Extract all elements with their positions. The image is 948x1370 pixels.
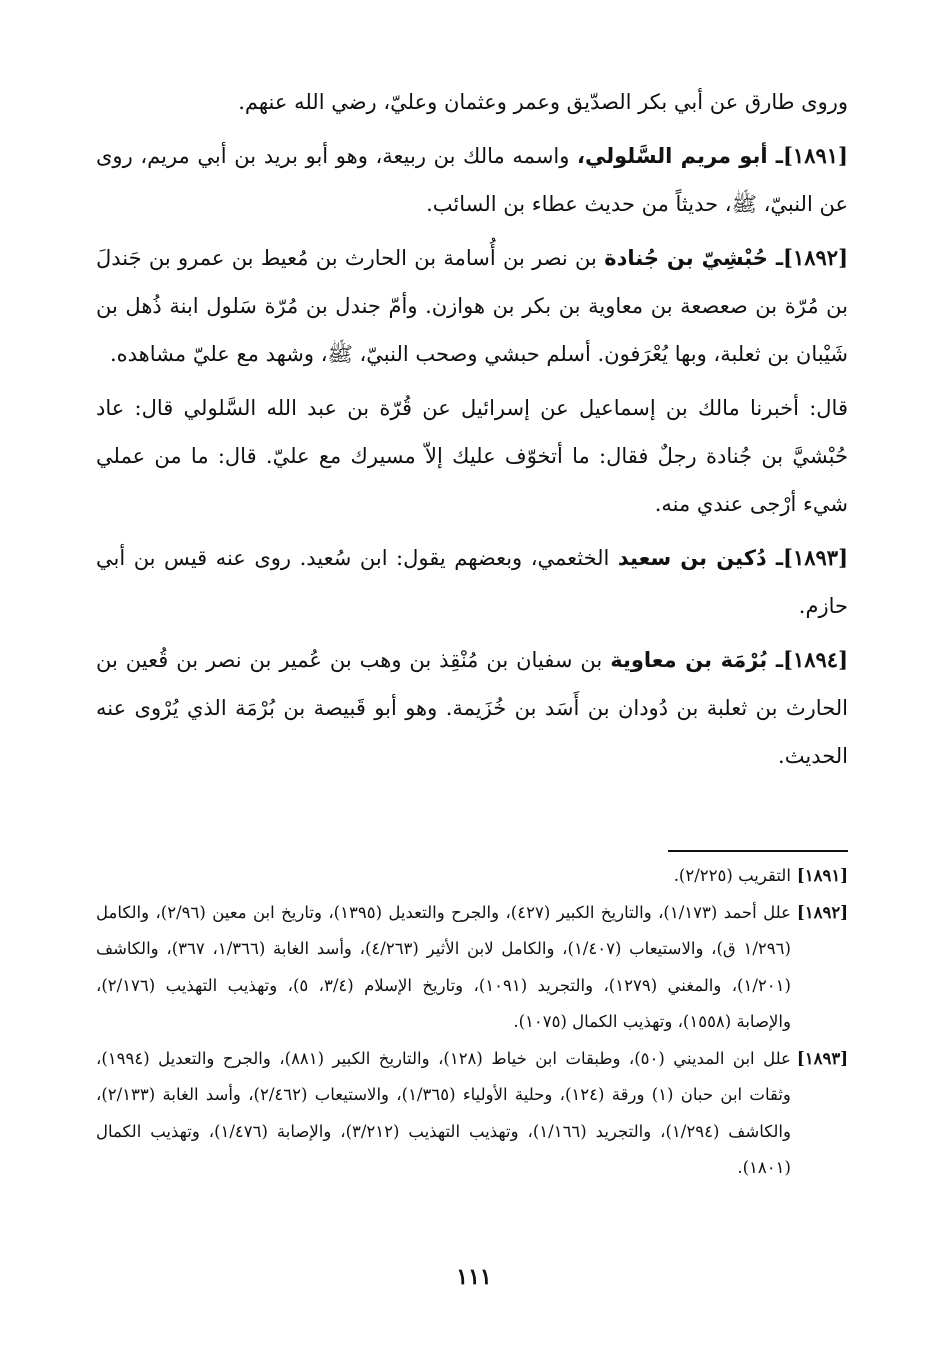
entry-number: [١٨٩١] <box>782 143 848 168</box>
page-number: ١١١ <box>456 1264 492 1290</box>
footnote-number: [١٨٩١] <box>796 866 848 885</box>
paragraph-intro: وروى طارق عن أبي بكر الصدّيق وعمر وعثمان وعليّ، رضي الله عنهم. <box>238 90 848 114</box>
entry-1893 <box>96 534 848 630</box>
entry-text: الخثعمي، وبعضهم يقول: ابن سُعيد. روى عنه قيس بن أبي حازم. <box>96 546 848 618</box>
footnote-1891 <box>96 858 848 895</box>
entry-1894 <box>96 636 848 780</box>
entry-number: [١٨٩٢] <box>783 245 849 270</box>
footnotes <box>96 858 848 1187</box>
separator-line <box>668 850 848 852</box>
footnote-separator <box>96 850 848 852</box>
entry-heading: ـ دُكين بن سعيد <box>617 546 784 570</box>
footnote-text: التقريب (٢/٢٢٥). <box>673 866 791 885</box>
footnote-text: علل ابن المديني (٥٠)، وطبقات ابن خياط (١٢٨)، والتاريخ الكبير (٨٨١)، والجرح والتعديل (١٩٩٤)، وثقات ابن حبان (١) ورقة (١٢٤)، وحلية الأولياء (١/٣٦٥)، والاستيعاب (٢/٤٦٢)، وأسد الغابة (٢/١٣٣)، والكاشف (١/٢٩٤)، والتجريد (١/١٦٦)، وتهذيب التهذيب (٣/٢١٢)، والإصابة (١/٤٧٦)، وتهذيب الكمال (١٨٠١). <box>96 1048 791 1177</box>
entry-text: بن نصر بن أُسامة بن الحارث بن مُعيط بن عمرو بن جَندلَ بن مُرّة بن صعصعة بن معاوية بن بكر بن هوازن. وأمّ جندل بن مُرّة سَلول ابنة ذُهل بن شَيْبان بن ثعلبة، وبها يُعْرَفون. أسلم حبشي وصحب النبيّ، ﷺ، وشهد مع عليّ مشاهده. <box>96 246 848 366</box>
entry-heading: ـ أبو مريم السَّلولي، <box>577 144 783 168</box>
entry-1892 <box>96 234 848 378</box>
footnote-text: علل أحمد (١/١٧٣)، والتاريخ الكبير (٤٢٧)، والجرح والتعديل (١٣٩٥)، وتاريخ ابن معين (٢/٩٦)، والكامل (١/٢٩٦ ق)، والاستيعاب (١/٤٠٧)، والكامل لابن الأثير (٤/٢٦٣)، وأسد الغابة (١/٣٦٦، ٣٦٧)، والكاشف (١/٢٠١)، والمغني (١٢٧٩)، والتجريد (١٠٩١)، وتاريخ الإسلام (٣/٤، ٥)، وتهذيب التهذيب (٢/١٧٦)، والإصابة (١٥٥٨)، وتهذيب الكمال (١٠٧٥). <box>96 902 791 1031</box>
main-text <box>96 78 848 786</box>
entry-text: واسمه مالك بن ربيعة، وهو أبو بريد بن أبي مريم، روى عن النبيّ، ﷺ، حديثاً من حديث عطاء بن السائب. <box>96 144 848 216</box>
entry-1891 <box>96 132 848 228</box>
entry-text: بن سفيان بن مُنْقِذ بن وهب بن عُمير بن نصر بن قُعين بن الحارث بن ثعلبة بن دُودان بن أَسَد بن خُزَيمة. وهو أبو قَبيصة بن بُرْمَة الذي يُرْوى عنه الحديث. <box>96 648 848 768</box>
entry-number: [١٨٩٣] <box>783 545 849 570</box>
entry-number: [١٨٩٤] <box>783 647 849 672</box>
footnote-number: [١٨٩٢] <box>796 902 848 922</box>
entry-heading: ـ بُرْمَة بن معاوية <box>610 648 784 672</box>
footnote-1892 <box>96 895 848 1041</box>
paragraph-narration: قال: أخبرنا مالك بن إسماعيل عن إسرائيل عن قُرّة بن عبد الله السَّلولي قال: عاد حُبْشيَّ بن جُنادة رجلٌ فقال: ما أتخوّف عليك إلاّ مسيرك مع عليّ. قال: ما من عملي شيء أرْجى عندي منه. <box>96 396 848 516</box>
entry-heading: ـ حُبْشِيّ بن جُنادة <box>604 246 784 270</box>
footnote-1893 <box>96 1041 848 1187</box>
footnote-number: [١٨٩٣] <box>796 1048 848 1068</box>
